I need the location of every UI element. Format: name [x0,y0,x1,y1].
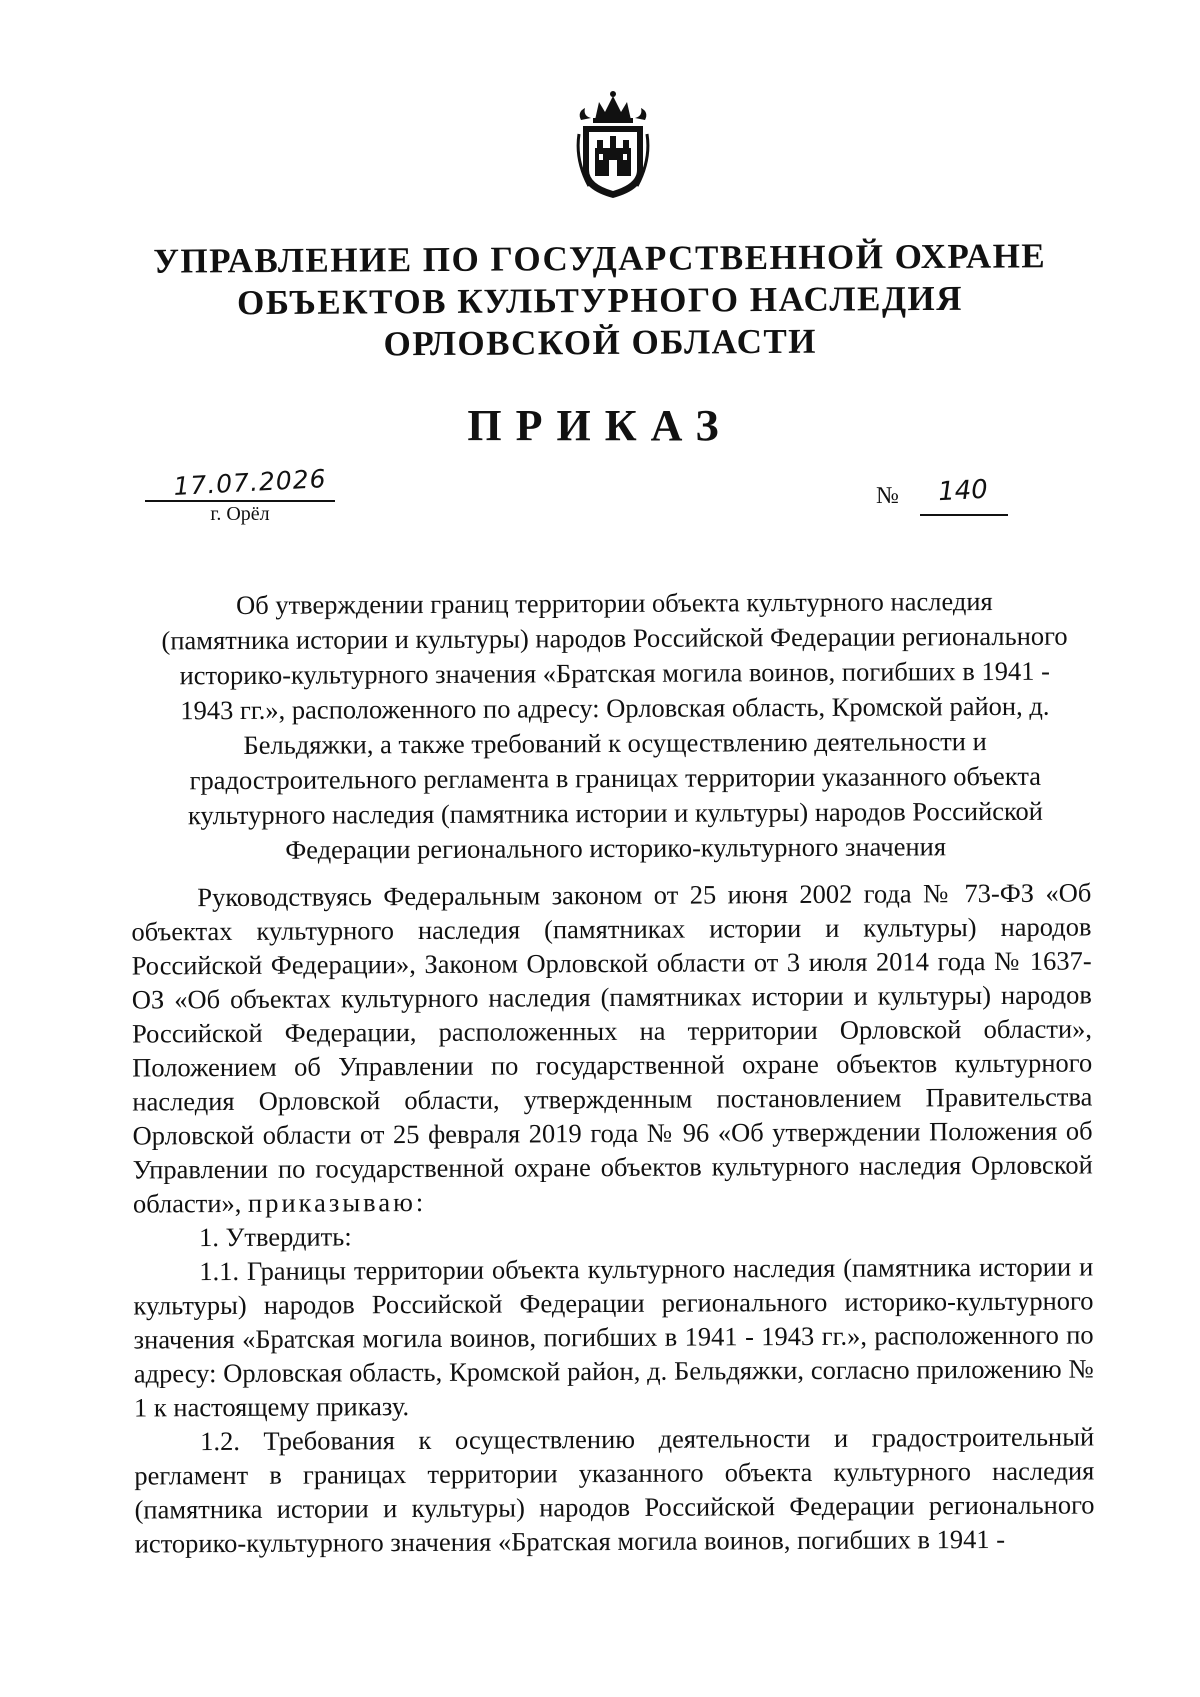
order-subject [134,583,1095,868]
city-label: г. Орёл [210,503,270,525]
date-underline [145,500,335,502]
document-type-title: ПРИКАЗ [467,401,733,450]
coat-of-arms-icon [575,90,651,200]
organization-name [0,234,1200,367]
subject-line: Федерации регионального историко-культурного значения [285,831,947,865]
subject-line: историко-культурного значения «Братская могила воинов, погибших в 1941 - [179,655,1050,691]
subject-line: (памятника истории и культуры) народов Российской Федерации регионального [161,620,1068,656]
org-line-3: ОРЛОВСКОЙ ОБЛАСТИ [383,321,818,364]
number-sign: № [876,483,899,509]
subject-line: культурного наследия (памятника истории и культуры) народов Российской [187,795,1044,831]
order-body [131,875,1095,1560]
preamble-text: Руководствуясь Федеральным законом от 25 июня 2002 года № 73-ФЗ «Об объектах культурного наследия (памятниках истории и культуры) народов Российской Федерации», Законом Орловской области от 3 июля 2014 года № 1637-ОЗ «Об объектах культурного наследия (памятниках истории и культуры) народов Российской Федерации, расположенных на территории Орловской области», Положением об Управлении по государственной охране объектов культурного наследия Орловской области, утвержденным постановлением Правительства Орловской области от 25 февраля 2019 года № 96 «Об утверждении Положения об Управлении по государственной охране объектов культурного наследия Орловской области», [131,877,1093,1219]
item-1: 1. Утвердить: [199,1221,352,1253]
item-1-1: 1.1. Границы территории объекта культурного наследия (памятника истории и культуры) народов Российской Федерации регионального историко-культурного значения «Братская могила воинов, погибших в 1941 - 1943 гг.», расположенного по адресу: Орловская область, Кромской район, д. Бельдяжки, согласно приложению № 1 к настоящему приказу. [133,1251,1094,1423]
subject-line: градостроительного регламента в границах территории указанного объекта [189,760,1042,796]
org-line-2: ОБЪЕКТОВ КУЛЬТУРНОГО НАСЛЕДИЯ [236,278,964,323]
order-word: приказываю: [247,1186,427,1218]
preamble-paragraph [131,875,1093,1220]
number-underline [920,514,1008,516]
subject-line: Об утверждении границ территории объекта культурного наследия [235,586,993,620]
subject-line: 1943 гг.», расположенного по адресу: Орловская область, Кромской район, д. [180,690,1050,726]
order-date: 17.07.2026 [172,464,328,501]
org-line-1: УПРАВЛЕНИЕ ПО ГОСУДАРСТВЕННОЙ ОХРАНЕ [153,236,1047,281]
item-1-2: 1.2. Требования к осуществлению деятельности и градостроительный регламент в границах территории указанного объекта культурного наследия (памятника истории и культуры) народов Российской Федерации регионального историко-культурного значения «Братская могила воинов, погибших в 1941 - [134,1421,1095,1559]
order-number: 140 [937,474,989,508]
subject-line: Бельдяжки, а также требований к осуществлению деятельности и [243,726,987,760]
